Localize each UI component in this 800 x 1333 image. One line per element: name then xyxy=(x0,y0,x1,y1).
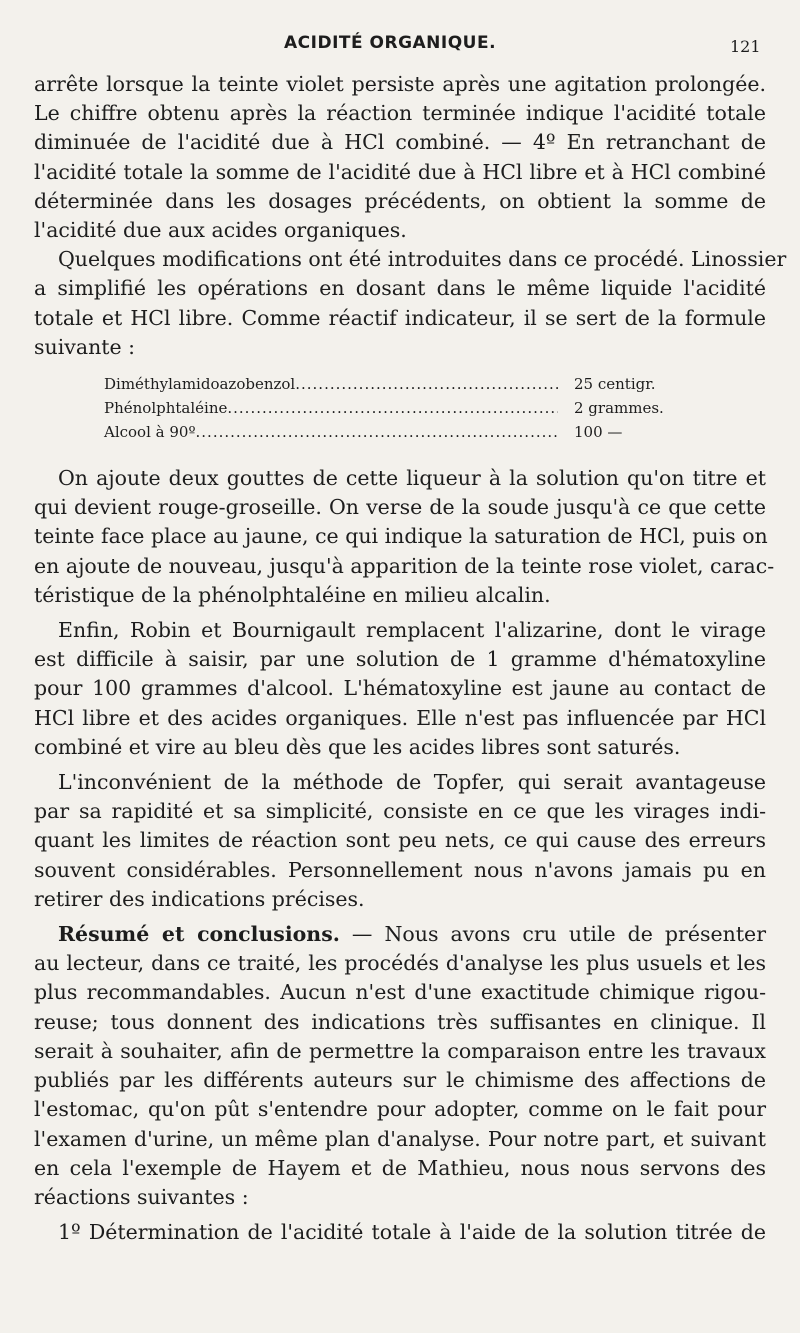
text-line: arrête lorsque la teinte violet persiste après une agitation prolongée. xyxy=(34,72,766,96)
formula-row xyxy=(104,420,734,444)
text-line: l'examen d'urine, un même plan d'analyse. Pour notre part, et suivant xyxy=(34,1126,766,1151)
running-title: ACIDITÉ ORGANIQUE. xyxy=(284,33,497,53)
leader-dots xyxy=(295,372,558,396)
formula-row xyxy=(104,396,734,420)
text-line: 1º Détermination de l'acidité totale à l'aide de la solution titrée de xyxy=(58,1220,766,1245)
leader-dots xyxy=(227,396,558,420)
text-line: l'acidité totale la somme de l'acidité due à HCl libre et à HCl combiné xyxy=(34,159,766,184)
text-line: téristique de la phénolphtaléine en milieu alcalin. xyxy=(34,582,551,607)
text-line: On ajoute deux gouttes de cette liqueur à la solution qu'on titre et xyxy=(58,466,766,491)
text-line: par sa rapidité et sa simplicité, consiste en ce que les virages indi- xyxy=(34,799,766,824)
heading-rest: — Nous avons cru utile de présenter xyxy=(339,922,766,947)
formula-quantity: 25 centigr. xyxy=(574,375,656,394)
text-line: reuse; tous donnent des indications très suffisantes en clinique. Il xyxy=(34,1009,766,1034)
text-line: combiné et vire au bleu dès que les acides libres sont saturés. xyxy=(34,734,681,759)
text-line: au lecteur, dans ce traité, les procédés d'analyse les plus usuels et les xyxy=(34,951,766,976)
text-line: déterminée dans les dosages précédents, on obtient la somme de xyxy=(34,188,766,213)
page-header xyxy=(0,30,800,60)
text-line: HCl libre et des acides organiques. Elle n'est pas influencée par HCl xyxy=(34,705,766,730)
text-line: l'estomac, qu'on pût s'entendre pour adopter, comme on le fait pour xyxy=(34,1097,766,1122)
text-line: souvent considérables. Personnellement nous n'avons jamais pu en xyxy=(34,857,766,882)
text-line: quant les limites de réaction sont peu nets, ce qui cause des erreurs xyxy=(34,828,766,853)
text-line: Quelques modifications ont été introduites dans ce procédé. Linossier xyxy=(58,247,787,272)
text-line: qui devient rouge-groseille. On verse de la soude jusqu'à ce que cette xyxy=(34,495,766,520)
leader-dots xyxy=(196,420,558,444)
paragraph-5 xyxy=(34,768,766,914)
page-number: 121 xyxy=(730,37,761,56)
text-line: en cela l'exemple de Hayem et de Mathieu, nous nous servons des xyxy=(34,1155,766,1180)
text-line: pour 100 grammes d'alcool. L'hématoxyline est jaune au contact de xyxy=(34,676,766,701)
text-line: plus recommandables. Aucun n'est d'une exactitude chimique rigou- xyxy=(34,980,766,1005)
text-line: L'inconvénient de la méthode de Topfer, qui serait avantageuse xyxy=(58,770,766,795)
formula-ingredient: Alcool à 90º xyxy=(104,423,196,442)
text-line: Le chiffre obtenu après la réaction terminée indique l'acidité totale xyxy=(34,101,766,126)
section-heading: Résumé et conclusions. xyxy=(58,922,340,947)
formula-ingredient: Phénolphtaléine xyxy=(104,399,228,418)
text-line: a simplifié les opérations en dosant dans le même liquide l'acidité xyxy=(34,276,766,301)
text-line: Enfin, Robin et Bournigault remplacent l'alizarine, dont le virage xyxy=(58,618,766,643)
list-item xyxy=(34,1218,766,1247)
formula-quantity: 100 — xyxy=(574,423,623,442)
text-line: publiés par les différents auteurs sur le chimisme des affections de xyxy=(34,1068,766,1093)
text-line: est difficile à saisir, par une solution de 1 gramme d'hématoxyline xyxy=(34,647,766,672)
text-line: serait à souhaiter, afin de permettre la comparaison entre les travaux xyxy=(34,1038,766,1063)
conclusion-paragraph xyxy=(34,920,766,1212)
text-line: en ajoute de nouveau, jusqu'à apparition de la teinte rose violet, carac- xyxy=(34,553,775,578)
text-line xyxy=(34,920,766,949)
paragraph-4 xyxy=(34,616,766,762)
text-line: réactions suivantes : xyxy=(34,1184,249,1209)
formula-row xyxy=(104,372,734,396)
paragraph-2 xyxy=(34,245,787,362)
text-line: totale et HCl libre. Comme réactif indicateur, il se sert de la formule xyxy=(34,305,766,330)
text-line: diminuée de l'acidité due à HCl combiné. — 4º En retranchant de xyxy=(34,130,766,155)
text-line: teinte face place au jaune, ce qui indique la saturation de HCl, puis on xyxy=(34,524,768,549)
paragraph-1 xyxy=(34,70,766,245)
formula-ingredient: Diméthylamidoazobenzol xyxy=(104,375,296,394)
paragraph-3 xyxy=(34,464,775,610)
formula-quantity: 2 grammes. xyxy=(574,399,664,418)
reagent-formula xyxy=(104,372,734,444)
text-line: l'acidité due aux acides organiques. xyxy=(34,218,407,243)
text-line: suivante : xyxy=(34,334,136,359)
body-text xyxy=(34,70,787,1247)
text-line: retirer des indications précises. xyxy=(34,886,365,911)
